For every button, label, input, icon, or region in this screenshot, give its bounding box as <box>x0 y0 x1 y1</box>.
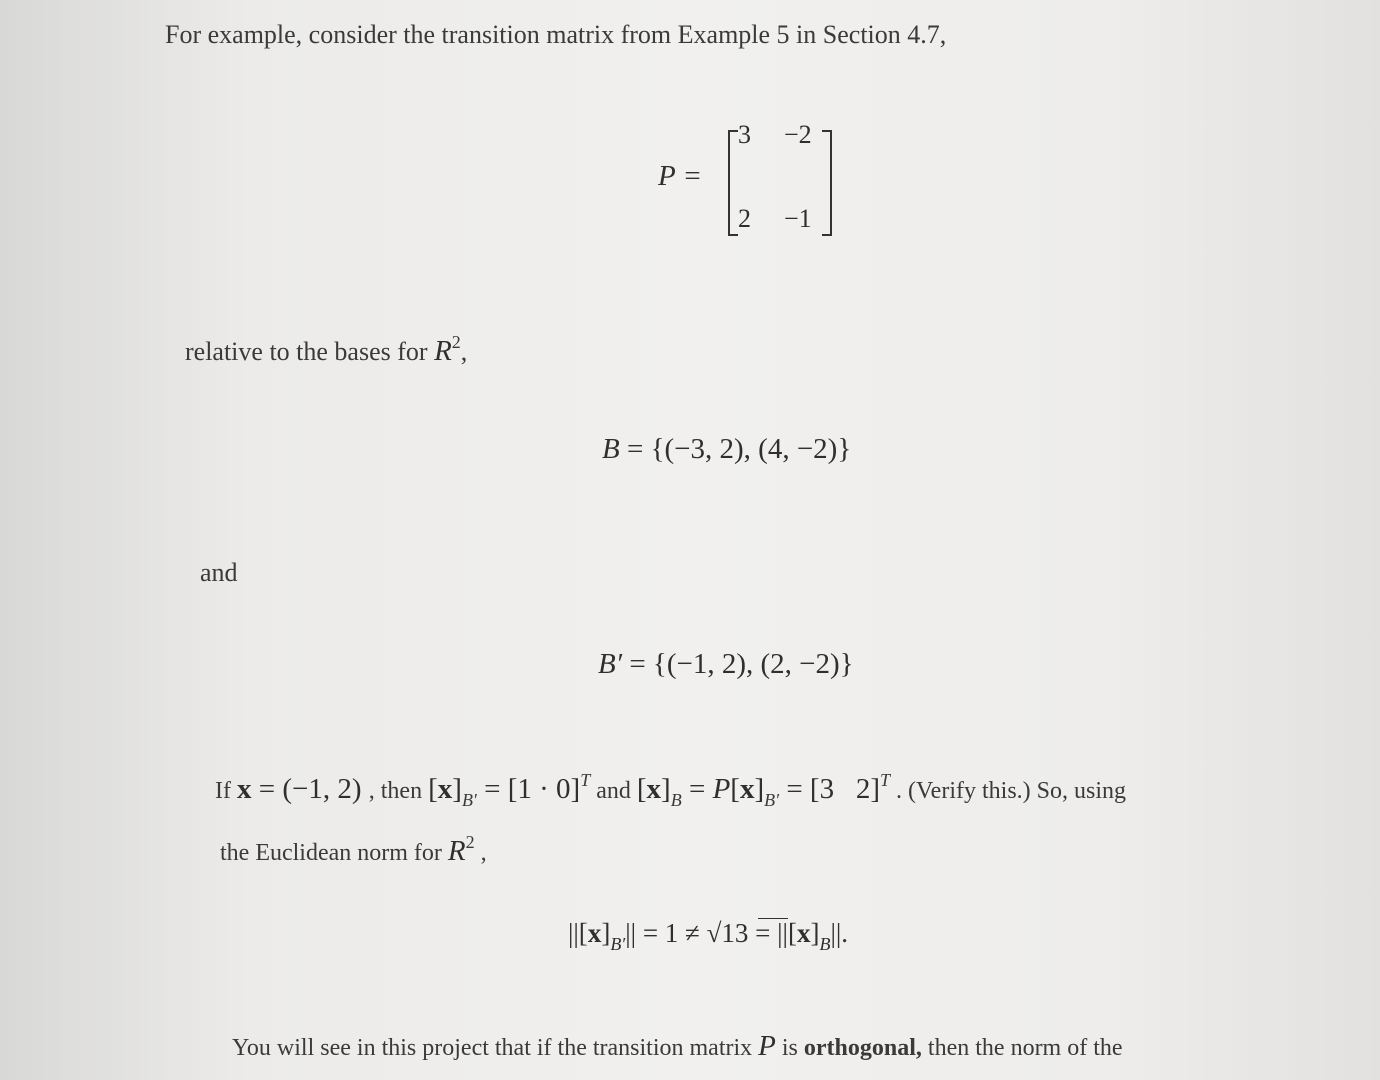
norm-x1: x <box>587 918 602 948</box>
and-text: and <box>200 558 238 587</box>
x-vector: x <box>236 773 252 805</box>
transpose-2: T <box>880 770 891 790</box>
coord3-sub: B′ <box>764 790 780 810</box>
p-symbol: P <box>712 773 731 805</box>
norm-line <box>220 832 487 868</box>
basis-b-lhs: B <box>602 433 620 465</box>
coord1-sub: B′ <box>461 790 477 810</box>
matrix-right-bracket <box>822 130 832 236</box>
matrix-cell-r2c1: 2 <box>738 204 751 233</box>
and-word <box>200 558 238 588</box>
final-part2: is <box>775 1035 804 1061</box>
final-part1: You will see in this project that if the transition matrix <box>232 1035 759 1061</box>
coord2-x: x <box>646 773 662 805</box>
norm-right-close: ] <box>810 918 820 948</box>
coord2-open: [ <box>636 773 647 805</box>
coord1-open: [ <box>428 773 438 805</box>
norm-equation <box>568 918 849 954</box>
transpose-1: T <box>580 770 591 790</box>
basis-bprime-equation <box>598 648 854 681</box>
if-word: If <box>215 778 237 804</box>
norm-right-bars: ||. <box>830 918 849 948</box>
and-inline: and <box>590 778 637 804</box>
coord2-sub: B <box>670 790 682 810</box>
sqrt-overline <box>758 918 788 919</box>
coord3-x: x <box>739 773 755 805</box>
relative-tail: , <box>460 337 468 366</box>
norm-right-open: ||[ <box>777 918 797 948</box>
relative-text <box>185 332 468 368</box>
matrix-cell-r1c1: 3 <box>738 120 751 149</box>
norm-R: R <box>447 835 466 867</box>
coord2-close: ] <box>661 773 671 805</box>
basis-bprime-rhs: = {(−1, 2), (2, −2)} <box>622 648 854 680</box>
final-line <box>232 1030 1123 1063</box>
final-bold: orthogonal, <box>803 1035 922 1061</box>
final-part3: then the norm of the <box>921 1035 1123 1061</box>
matrix-cell-r2c2: −1 <box>784 204 812 233</box>
matrix-p <box>728 120 832 232</box>
coord3-close: ] <box>754 773 765 805</box>
matrix-left-bracket <box>728 130 738 236</box>
matrix-label <box>658 160 702 193</box>
norm-sentence: the Euclidean norm for <box>220 840 448 866</box>
intro-sentence: For example, consider the transition matrix from Example 5 in Section 4.7, <box>165 20 947 49</box>
then-word: , then <box>368 778 429 804</box>
norm-left-close: ] <box>601 918 611 948</box>
relative-exp: 2 <box>451 332 461 352</box>
relative-sentence: relative to the bases for <box>185 337 435 366</box>
coord1-x: x <box>437 773 453 805</box>
final-p: P <box>758 1030 776 1062</box>
basis-b-rhs: = {(−3, 2), (4, −2)} <box>619 433 852 465</box>
x-value: = (−1, 2) <box>251 773 369 805</box>
norm-left-open: ||[ <box>568 918 588 948</box>
norm-x2: x <box>796 918 811 948</box>
coord3-value: = [3 2] <box>779 773 880 805</box>
coord1-close: ] <box>452 773 462 805</box>
norm-middle: = 1 ≠ √13 = <box>636 918 778 948</box>
eq3: = <box>681 773 713 805</box>
intro-text <box>165 20 946 50</box>
norm-left-bars: || <box>625 918 637 948</box>
basis-bprime-lhs: B′ <box>598 648 623 680</box>
matrix-cell-r1c2: −2 <box>784 120 812 149</box>
matrix-label-text: P = <box>658 160 703 192</box>
if-line <box>215 770 1127 810</box>
coord1-value: = [1 · 0] <box>476 773 581 805</box>
coord3-open: [ <box>730 773 740 805</box>
norm-sub2: B <box>819 934 831 954</box>
relative-R: R <box>434 335 452 367</box>
norm-sub1: B′ <box>610 934 626 954</box>
verify-text: . (Verify this.) So, using <box>890 778 1127 804</box>
norm-exp: 2 <box>465 832 475 852</box>
norm-tail: , <box>474 840 487 866</box>
basis-b-equation <box>602 433 851 466</box>
